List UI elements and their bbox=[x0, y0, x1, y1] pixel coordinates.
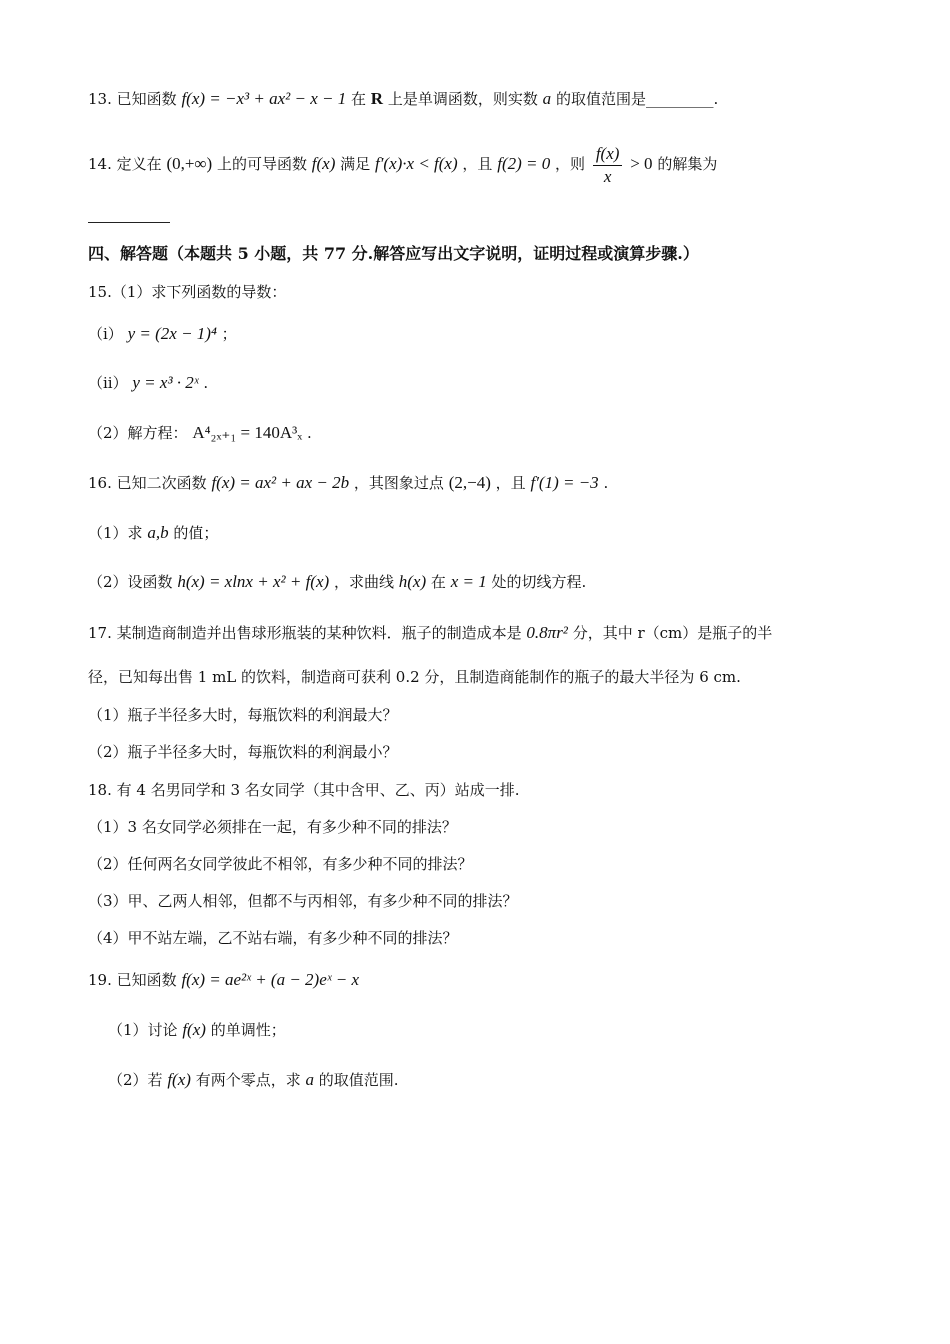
q16-number: 16. bbox=[88, 474, 112, 492]
q14-fx: f(x) bbox=[311, 154, 336, 173]
question-18-part4: （4）甲不站左端，乙不站右端，有多少种不同的排法？ bbox=[88, 929, 458, 947]
question-16-part2 bbox=[88, 571, 850, 593]
q14-number: 14. bbox=[88, 155, 112, 173]
question-17-part2: （2）瓶子半径多大时，每瓶饮料的利润最小？ bbox=[88, 743, 398, 761]
question-19 bbox=[88, 969, 850, 991]
q15-ii-end: . bbox=[203, 374, 209, 392]
q13-formula: f(x) = −x³ + ax² − x − 1 bbox=[181, 89, 347, 108]
q19-p2-text: 有两个零点，求 bbox=[195, 1071, 301, 1089]
q16-p2-formula: h(x) = xlnx + x² + f(x) bbox=[177, 572, 330, 591]
q17-cost-formula: 0.8πr² bbox=[526, 623, 568, 642]
q19-text: 已知函数 bbox=[116, 971, 177, 989]
q16-end: . bbox=[603, 474, 609, 492]
q14-interval: (0,+∞) bbox=[166, 154, 213, 173]
q14-text-6: 的解集为 bbox=[657, 155, 718, 173]
question-18-part2: （2）任何两名女同学彼此不相邻，有多少种不同的排法？ bbox=[88, 855, 473, 873]
q14-text-4: ，且 bbox=[462, 155, 493, 173]
q15-i-formula: y = (2x − 1)⁴ bbox=[127, 324, 217, 343]
question-18-intro: 18. 有 4 名男同学和 3 名女同学（其中含甲、乙、丙）站成一排. bbox=[88, 781, 520, 799]
q14-frac-numerator: f(x) bbox=[593, 143, 623, 166]
question-19-part1 bbox=[108, 1019, 850, 1041]
q19-formula: f(x) = ae²ˣ + (a − 2)eˣ − x bbox=[181, 970, 360, 989]
q14-condition: f′(x)·x < f(x) bbox=[374, 154, 458, 173]
q13-text-3: 上是单调函数，则实数 bbox=[387, 90, 538, 108]
q14-text-2: 上的可导函数 bbox=[217, 155, 308, 173]
q14-text-5: ，则 bbox=[555, 155, 586, 173]
q14-f2: f(2) = 0 bbox=[497, 154, 551, 173]
q16-text: 已知二次函数 bbox=[116, 474, 207, 492]
q16-p1-end: 的值； bbox=[173, 524, 219, 542]
question-17-line1 bbox=[88, 622, 850, 644]
q13-text: 已知函数 bbox=[116, 90, 177, 108]
q16-p1-label: （1）求 bbox=[88, 524, 143, 542]
q16-p2-end: 处的切线方程. bbox=[491, 573, 587, 591]
q16-p1-vars: a,b bbox=[147, 523, 169, 542]
q14-text-3: 满足 bbox=[340, 155, 371, 173]
q16-p2-label: （2）设函数 bbox=[88, 573, 173, 591]
q17-text: 17. 某制造商制造并出售球形瓶装的某种饮料．瓶子的制造成本是 bbox=[88, 624, 522, 642]
q19-p2-fx: f(x) bbox=[167, 1070, 191, 1089]
q13-number: 13. bbox=[88, 90, 112, 108]
question-14 bbox=[88, 142, 850, 188]
question-15-ii bbox=[88, 372, 850, 394]
q19-p1-fx: f(x) bbox=[182, 1020, 206, 1039]
q19-number: 19. bbox=[88, 971, 112, 989]
q13-set-R: R bbox=[370, 89, 384, 108]
q19-p2-var-a: a bbox=[305, 1070, 314, 1089]
q16-text-2: ，其图象过点 bbox=[353, 474, 444, 492]
section-4-heading: 四、解答题（本题共 5 小题，共 77 分.解答应写出文字说明，证明过程或演算步骤.） bbox=[88, 244, 699, 263]
q19-p2-label: （2）若 bbox=[108, 1071, 163, 1089]
question-17-line2: 径，已知每出售 1 mL 的饮料，制造商可获利 0.2 分，且制造商能制作的瓶子的最大半径为 6 cm. bbox=[88, 668, 741, 686]
question-13 bbox=[88, 88, 850, 110]
q15-ii-formula: y = x³ · 2ˣ bbox=[132, 373, 199, 392]
q16-p2-x: x = 1 bbox=[450, 572, 487, 591]
q16-formula: f(x) = ax² + ax − 2b bbox=[211, 473, 350, 492]
q14-answer-blank bbox=[88, 222, 170, 223]
q14-text: 定义在 bbox=[116, 155, 162, 173]
q19-p2-end: 的取值范围. bbox=[318, 1071, 399, 1089]
q15-part2-label: （2）解方程： bbox=[88, 424, 188, 442]
question-18-part1: （1）3 名女同学必须排在一起，有多少种不同的排法？ bbox=[88, 818, 457, 836]
q15-i-label: （i） bbox=[88, 325, 123, 343]
question-16 bbox=[88, 472, 850, 494]
question-19-part2 bbox=[108, 1069, 850, 1091]
q14-frac-denominator: x bbox=[603, 166, 612, 186]
q16-point: (2,−4) bbox=[448, 473, 491, 492]
q13-var-a: a bbox=[542, 89, 552, 108]
q15-i-end: ； bbox=[221, 325, 237, 343]
question-16-part1 bbox=[88, 522, 850, 544]
q15-part2-formula: A⁴₂ₓ₊₁ = 140A³ₓ bbox=[192, 423, 303, 442]
q19-p1-end: 的单调性； bbox=[210, 1021, 286, 1039]
q16-derivative: f′(1) = −3 bbox=[530, 473, 599, 492]
q15-part2-end: . bbox=[306, 424, 312, 442]
q16-text-3: ，且 bbox=[495, 474, 526, 492]
q16-p2-text: ，求曲线 bbox=[333, 573, 394, 591]
q13-tail: 的取值范围是_________. bbox=[555, 90, 719, 108]
q15-ii-label: （ii） bbox=[88, 374, 128, 392]
question-17-part1: （1）瓶子半径多大时，每瓶饮料的利润最大？ bbox=[88, 706, 398, 724]
q14-fraction bbox=[593, 143, 623, 188]
q17-text-2: 分，其中 r（cm）是瓶子的半 bbox=[572, 624, 773, 642]
question-15-part2 bbox=[88, 422, 850, 444]
q16-p2-text-2: 在 bbox=[430, 573, 446, 591]
q19-p1-label: （1）讨论 bbox=[108, 1021, 178, 1039]
q14-inequality: > 0 bbox=[630, 154, 653, 173]
q16-p2-hx: h(x) bbox=[398, 572, 427, 591]
question-18-part3: （3）甲、乙两人相邻，但都不与丙相邻，有多少种不同的排法？ bbox=[88, 892, 518, 910]
q13-text-2: 在 bbox=[351, 90, 367, 108]
question-15-i bbox=[88, 323, 850, 345]
question-15-intro: 15.（1）求下列函数的导数： bbox=[88, 283, 287, 301]
